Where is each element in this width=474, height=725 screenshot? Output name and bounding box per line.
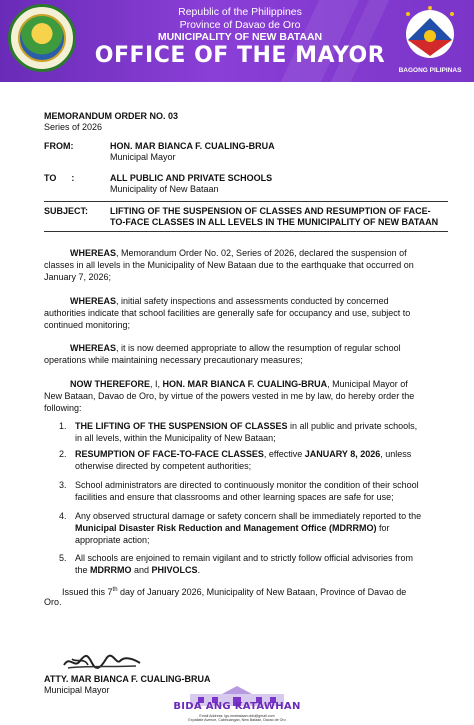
whereas-3-line-2: operations while maintaining necessary precautionary measures; — [44, 355, 303, 365]
handwritten-signature — [62, 651, 142, 673]
from-name: HON. MAR BIANCA F. CUALING-BRUA — [110, 141, 275, 151]
header-line-republic: Republic of the Philippines — [178, 6, 302, 18]
order-line: Municipal Disaster Risk Reduction and Management Office (MDRRMO) for — [75, 523, 390, 533]
municipal-seal-logo — [8, 4, 76, 72]
whereas-2-line-3: continued monitoring; — [44, 320, 131, 330]
whereas-2-line-1: WHEREAS, initial safety inspections and assessments conducted by concerned — [70, 296, 389, 306]
whereas-1-line-2: classes in all levels in the Municipality of New Bataan due to the earthquake that occurred on — [44, 260, 414, 270]
order-number: 2. — [59, 449, 67, 459]
order-line: THE LIFTING OF THE SUSPENSION OF CLASSES in all public and private schools, — [75, 421, 418, 431]
order-number: 4. — [59, 511, 67, 521]
order-line: the MDRRMO and PHIVOLCS. — [75, 565, 201, 575]
issued-line-2: Oro. — [44, 597, 62, 607]
footer-address: Expatiate Avenue, Cabinuangan, New Bataan, Davao de Oro — [188, 718, 286, 722]
from-label: FROM: — [44, 141, 74, 151]
whereas-1-line-1: WHEREAS, Memorandum Order No. 02, Series of 2026, declared the suspension of — [70, 248, 407, 258]
from-title: Municipal Mayor — [110, 152, 176, 162]
now-therefore-line-1: NOW THEREFORE, I, HON. MAR BIANCA F. CUALING-BRUA, Municipal Mayor of — [70, 379, 408, 389]
order-number: 3. — [59, 480, 67, 490]
footer-slogan: BIDA ANG KATAWHAN — [173, 701, 301, 712]
issued-line-1: Issued this 7th day of January 2026, Municipality of New Bataan, Province of Davao de — [62, 587, 407, 597]
signatory-name: ATTY. MAR BIANCA F. CUALING-BRUA — [44, 674, 211, 684]
subject-line-1: LIFTING OF THE SUSPENSION OF CLASSES AND RESUMPTION OF FACE- — [110, 206, 431, 216]
whereas-2-line-2: authorities indicate that school facilities are generally safe for occupancy and use, subject to — [44, 308, 411, 318]
order-number: 5. — [59, 553, 67, 563]
order-line: appropriate action; — [75, 535, 150, 545]
header-line-province: Province of Davao de Oro — [179, 19, 301, 31]
to-name: ALL PUBLIC AND PRIVATE SCHOOLS — [110, 173, 273, 183]
order-number: 1. — [59, 421, 67, 431]
footer-block — [170, 683, 304, 725]
divider-line — [44, 231, 448, 232]
memo-number: MEMORANDUM ORDER NO. 03 — [44, 111, 179, 121]
order-line: School administrators are directed to continuously monitor the condition of their school — [75, 480, 419, 490]
bagong-pilipinas-emblem-icon — [394, 4, 466, 70]
office-title: OFFICE OF THE MAYOR — [94, 43, 386, 68]
subject-label: SUBJECT: — [44, 206, 89, 216]
subject-line-2: TO-FACE CLASSES IN ALL LEVELS IN THE MUNICIPALITY OF NEW BATAAN — [110, 217, 439, 227]
letterhead-banner — [0, 0, 474, 82]
order-line: otherwise directed by competent authorities; — [75, 461, 252, 471]
order-line: in all levels, within the Municipality of New Bataan; — [75, 433, 276, 443]
order-line: All schools are enjoined to remain vigilant and to strictly follow official advisories from — [75, 553, 413, 563]
footer-email: Email Address: lgu.newbataan.ddo@gmail.com — [199, 714, 275, 718]
now-therefore-line-3: following: — [44, 403, 82, 413]
now-therefore-line-2: New Bataan, Davao de Oro, by virtue of the powers vested in me by law, do hereby order the — [44, 391, 415, 401]
divider-line — [44, 201, 448, 202]
order-line: RESUMPTION OF FACE-TO-FACE CLASSES, effective JANUARY 8, 2026, unless — [75, 449, 412, 459]
to-place: Municipality of New Bataan — [110, 184, 219, 194]
to-label: TO : — [44, 173, 75, 183]
whereas-1-line-3: January 7, 2026; — [44, 272, 112, 282]
whereas-3-line-1: WHEREAS, it is now deemed appropriate to allow the resumption of regular school — [70, 343, 401, 353]
bagong-pilipinas-caption: BAGONG PILIPINAS — [398, 67, 462, 74]
bagong-pilipinas-logo — [394, 4, 466, 76]
memo-series: Series of 2026 — [44, 122, 103, 132]
signatory-title: Municipal Mayor — [44, 685, 110, 695]
order-line: facilities and ensure that classrooms and other learning spaces are safe for use; — [75, 492, 394, 502]
header-line-municipality: MUNICIPALITY OF NEW BATAAN — [157, 31, 323, 43]
order-line: Any observed structural damage or safety concern shall be immediately reported to the — [75, 511, 422, 521]
